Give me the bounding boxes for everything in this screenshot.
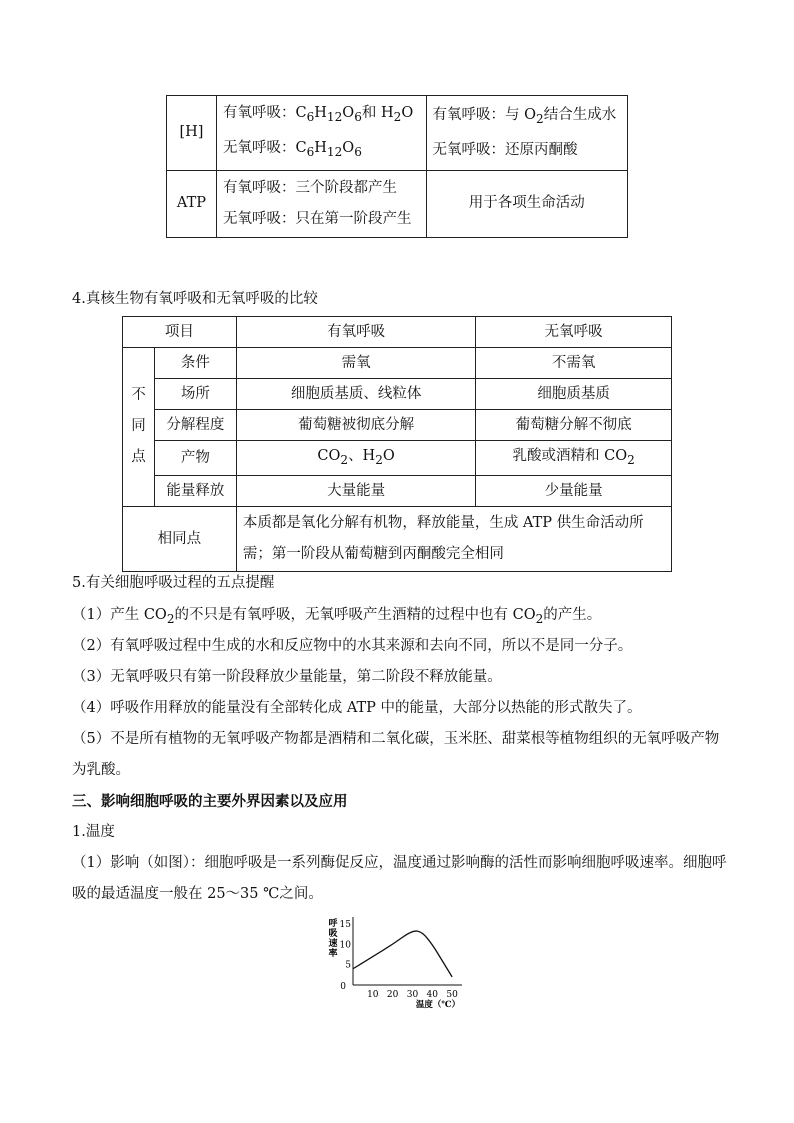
tip-3: （3）无氧呼吸只有第一阶段释放少量能量，第二阶段不释放能量。 [72, 669, 502, 685]
table-row [167, 96, 628, 171]
section3-heading: 三、影响细胞呼吸的主要外界因素以及应用 [72, 793, 348, 810]
diff-label-char: 同 [131, 418, 146, 435]
row-anaerobic: 葡萄糖分解不彻底 [476, 410, 672, 441]
tip-4: （4）呼吸作用释放的能量没有全部转化成 ATP 中的能量，大部分以热能的形式散失了。 [72, 700, 642, 716]
header-aerobic: 有氧呼吸 [236, 317, 476, 348]
table-row [123, 410, 672, 441]
x-axis-label: 温度（℃） [415, 1000, 461, 1010]
temperature-title: 1.温度 [72, 824, 115, 840]
y-axis-label-char: 率 [328, 949, 338, 959]
row-aerobic: $CO_2$、$H_2O$ [236, 441, 476, 476]
table-row [167, 170, 628, 237]
table-row [123, 506, 672, 571]
row-anaerobic: 乳酸或酒精和 $CO_2$ [476, 441, 672, 476]
atp-use-cell: 用于各项生命活动 [426, 170, 627, 237]
diff-label [123, 348, 155, 507]
row-anaerobic: 不需氧 [476, 348, 672, 379]
y-tick-label: 15 [339, 920, 351, 931]
temperature-text: （1）影响（如图）：细胞呼吸是一系列酶促反应，温度通过影响酶的活性而影响细胞呼吸速率。细胞呼吸的最适温度一般在 25～35 ℃之间。 [72, 855, 727, 902]
h-source-cell [216, 96, 426, 171]
respiration-products-table [166, 95, 628, 238]
table-row [123, 379, 672, 410]
tip-2: （2）有氧呼吸过程中生成的水和反应物中的水其来源和去向不同，所以不是同一分子。 [72, 638, 633, 654]
row-label-atp: ATP [167, 170, 217, 237]
y-axis-label-char: 速 [328, 939, 338, 949]
table-row [123, 441, 672, 476]
atp-source-anaerobic: 无氧呼吸：只在第一阶段产生 [222, 210, 412, 227]
diff-label-text [127, 380, 150, 473]
table-row [123, 475, 672, 506]
row-aerobic: 大量能量 [236, 475, 476, 506]
row-aerobic: 需氧 [236, 348, 476, 379]
h-source-aerobic: 有氧呼吸：$C_6H_{12}O_6$和 $H_2O$ [222, 105, 414, 124]
table-row [123, 348, 672, 379]
x-tick-label: 40 [426, 990, 438, 1000]
atp-source-cell [216, 170, 426, 237]
h-fate-cell [426, 96, 627, 171]
y-axis-label-char: 呼 [328, 919, 338, 929]
row-item: 条件 [154, 348, 236, 379]
row-anaerobic: 细胞质基质 [476, 379, 672, 410]
row-item: 能量释放 [154, 475, 236, 506]
x-tick-label: 10 [367, 990, 379, 1000]
atp-source-aerobic: 有氧呼吸：三个阶段都产生 [222, 179, 397, 196]
row-aerobic: 细胞质基质、线粒体 [236, 379, 476, 410]
row-aerobic: 葡萄糖被彻底分解 [236, 410, 476, 441]
header-anaerobic: 无氧呼吸 [476, 317, 672, 348]
row-item: 分解程度 [154, 410, 236, 441]
section4-title: 4.真核生物有氧呼吸和无氧呼吸的比较 [72, 291, 318, 307]
h-source-anaerobic: 无氧呼吸：$C_6H_{12}O_6$ [222, 139, 362, 159]
respiration-curve [353, 931, 452, 977]
temperature-chart [320, 912, 470, 1012]
row-anaerobic: 少量能量 [476, 475, 672, 506]
y-axis-label-char: 吸 [328, 929, 338, 939]
y-tick-label: 10 [339, 940, 351, 951]
diff-label-char: 不 [131, 387, 146, 404]
row-item: 产物 [154, 441, 236, 476]
same-label: 相同点 [123, 506, 237, 571]
same-text: 本质都是氧化分解有机物，释放能量，生成 ATP 供生命活动所需；第一阶段从葡萄糖到丙酮酸完全相同 [236, 506, 671, 571]
h-fate-aerobic: 有氧呼吸：与 $O_2$结合生成水 [432, 106, 617, 126]
y-axis-label [328, 917, 338, 959]
tip-1: （1）产生 $CO_2$的不只是有氧呼吸，无氧呼吸产生酒精的过程中也有 $CO_2$的产生。 [72, 607, 602, 626]
x-tick-label: 20 [386, 990, 399, 1000]
comparison-table [122, 316, 672, 572]
y-tick-label: 5 [345, 960, 351, 971]
section5-title: 5.有关细胞呼吸过程的五点提醒 [72, 575, 275, 591]
x-tick-label: 50 [446, 990, 458, 1000]
x-tick-label: 30 [406, 990, 419, 1000]
origin-label: 0 [340, 982, 346, 992]
table-header-row [123, 317, 672, 348]
row-label-h: [H] [167, 96, 217, 171]
h-fate-anaerobic: 无氧呼吸：还原丙酮酸 [432, 141, 578, 158]
diff-label-char: 点 [131, 449, 146, 466]
row-item: 场所 [154, 379, 236, 410]
header-item: 项目 [123, 317, 237, 348]
tip-5: （5）不是所有植物的无氧呼吸产物都是酒精和二氧化碳，玉米胚、甜菜根等植物组织的无氧呼吸产物为乳酸。 [72, 731, 720, 778]
